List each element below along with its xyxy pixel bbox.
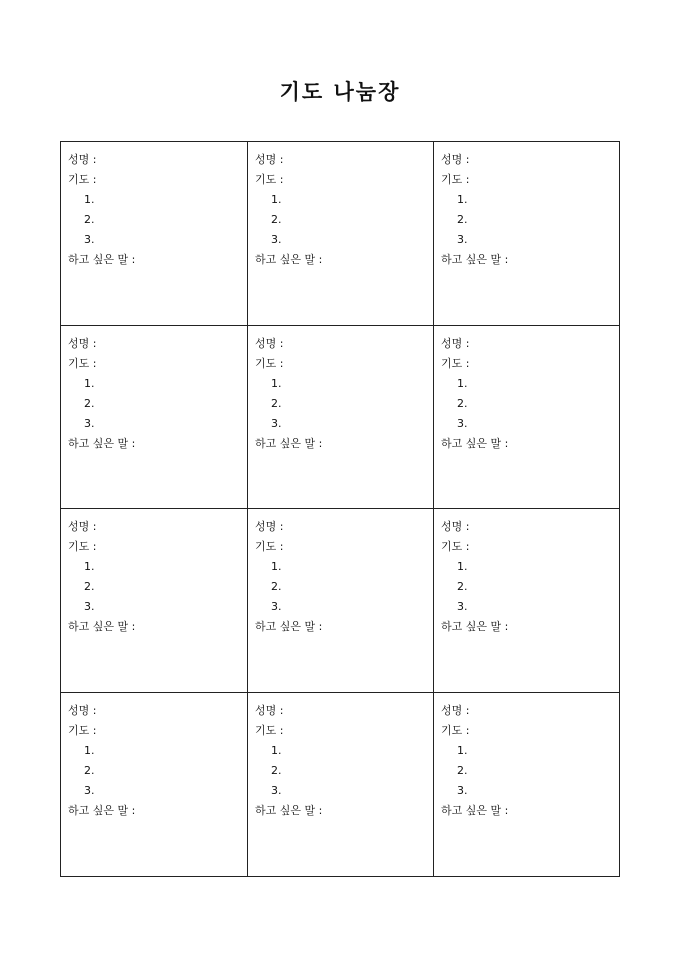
message-label: 하고 싶은 말 : [255, 620, 323, 633]
prayer-item-number: 2. [271, 763, 282, 777]
name-label: 성명 : [441, 703, 470, 717]
prayer-card [61, 509, 248, 693]
name-label: 성명 : [255, 520, 284, 533]
message-label: 하고 싶은 말 : [255, 803, 323, 817]
name-label: 성명 : [255, 153, 284, 166]
prayer-label: 기도 : [441, 540, 470, 553]
prayer-item-number: 3. [457, 416, 468, 430]
name-label: 성명 : [68, 520, 97, 533]
prayer-label: 기도 : [441, 723, 470, 737]
message-label: 하고 싶은 말 : [68, 436, 136, 450]
prayer-label: 기도 : [255, 173, 284, 186]
prayer-item-number: 1. [271, 560, 282, 573]
prayer-item-number: 2. [457, 213, 468, 226]
prayer-label: 기도 : [68, 173, 97, 186]
prayer-item-number: 3. [271, 600, 282, 613]
prayer-item-number: 1. [271, 193, 282, 206]
prayer-card [248, 693, 434, 877]
prayer-item-number: 3. [271, 783, 282, 797]
prayer-card [248, 326, 434, 510]
prayer-card [248, 509, 434, 693]
name-label: 성명 : [441, 520, 470, 533]
prayer-card [434, 693, 619, 877]
prayer-item-number: 1. [271, 743, 282, 757]
prayer-label: 기도 : [255, 356, 284, 370]
prayer-label: 기도 : [68, 356, 97, 370]
prayer-card [61, 693, 248, 877]
name-label: 성명 : [68, 153, 97, 166]
prayer-item-number: 3. [457, 783, 468, 797]
prayer-item-number: 3. [271, 233, 282, 246]
prayer-item-number: 1. [457, 376, 468, 390]
prayer-label: 기도 : [441, 356, 470, 370]
prayer-item-number: 2. [84, 580, 95, 593]
message-label: 하고 싶은 말 : [441, 253, 509, 266]
name-label: 성명 : [68, 336, 97, 350]
prayer-item-number: 2. [271, 396, 282, 410]
prayer-card [434, 509, 619, 693]
prayer-card [434, 142, 619, 326]
prayer-label: 기도 : [255, 723, 284, 737]
prayer-item-number: 1. [457, 193, 468, 206]
name-label: 성명 : [441, 336, 470, 350]
name-label: 성명 : [68, 703, 97, 717]
message-label: 하고 싶은 말 : [68, 253, 136, 266]
prayer-card [61, 142, 248, 326]
prayer-item-number: 1. [457, 743, 468, 757]
prayer-item-number: 2. [271, 580, 282, 593]
prayer-item-number: 2. [84, 396, 95, 410]
prayer-item-number: 3. [84, 600, 95, 613]
message-label: 하고 싶은 말 : [68, 803, 136, 817]
prayer-item-number: 2. [457, 396, 468, 410]
name-label: 성명 : [255, 703, 284, 717]
prayer-item-number: 2. [84, 213, 95, 226]
message-label: 하고 싶은 말 : [255, 253, 323, 266]
message-label: 하고 싶은 말 : [441, 803, 509, 817]
prayer-item-number: 1. [84, 743, 95, 757]
prayer-item-number: 2. [457, 763, 468, 777]
prayer-item-number: 3. [84, 416, 95, 430]
message-label: 하고 싶은 말 : [441, 436, 509, 450]
prayer-item-number: 2. [457, 580, 468, 593]
prayer-label: 기도 : [68, 540, 97, 553]
prayer-label: 기도 : [255, 540, 284, 553]
name-label: 성명 : [441, 153, 470, 166]
prayer-item-number: 1. [271, 376, 282, 390]
name-label: 성명 : [255, 336, 284, 350]
prayer-item-number: 1. [84, 376, 95, 390]
prayer-label: 기도 : [441, 173, 470, 186]
prayer-card [434, 326, 619, 510]
prayer-item-number: 3. [271, 416, 282, 430]
message-label: 하고 싶은 말 : [441, 620, 509, 633]
prayer-label: 기도 : [68, 723, 97, 737]
prayer-item-number: 3. [457, 233, 468, 246]
prayer-item-number: 1. [84, 193, 95, 206]
message-label: 하고 싶은 말 : [68, 620, 136, 633]
prayer-card [248, 142, 434, 326]
prayer-card [61, 326, 248, 510]
prayer-item-number: 1. [84, 560, 95, 573]
message-label: 하고 싶은 말 : [255, 436, 323, 450]
prayer-item-number: 1. [457, 560, 468, 573]
prayer-item-number: 3. [84, 233, 95, 246]
prayer-item-number: 2. [84, 763, 95, 777]
prayer-item-number: 2. [271, 213, 282, 226]
prayer-card-grid [60, 141, 620, 877]
prayer-item-number: 3. [457, 600, 468, 613]
page-title: 기도 나눔장 [279, 79, 401, 104]
prayer-item-number: 3. [84, 783, 95, 797]
